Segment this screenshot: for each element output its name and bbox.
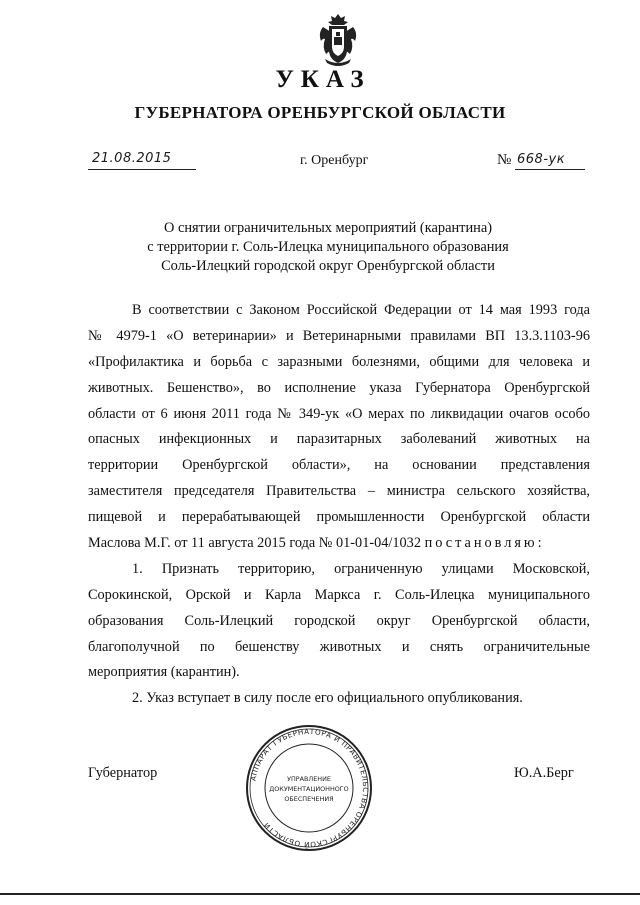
subject-line: Соль-Илецкий городской округ Оренбургской области [161, 258, 495, 274]
body-line: № 4979-1 «О ветеринарии» и Ветеринарными правилами ВП 13.3.1103-96 [88, 327, 590, 344]
signatory-name: Ю.А.Берг [514, 765, 574, 781]
decree-city: г. Оренбург [300, 153, 369, 168]
document-type-title: УКАЗ [275, 66, 371, 93]
body-line-text: Маслова М.Г. от 11 августа 2015 года № 01-01-04/1032 [88, 535, 421, 552]
body-line: благополучной по бешенству животных и снять ограничительные [88, 638, 590, 655]
body-line: В соответствии с Законом Российской Федерации от 14 мая 1993 года [132, 302, 590, 318]
body-line: мероприятия (карантин). [88, 664, 240, 681]
body-line: 1. Признать территорию, ограниченную улицами Московской, [132, 560, 590, 577]
subject-line: с территории г. Соль-Илецка муниципального образования [147, 239, 509, 255]
body-line: заместителя председателя Правительства – министра сельского хозяйства, [88, 483, 590, 500]
official-stamp [244, 723, 374, 853]
body-line: территории Оренбургской области», на основании представления [88, 457, 590, 474]
page-bottom-rule [0, 893, 640, 895]
decree-date: 21.08.2015 [92, 151, 172, 166]
decree-number: 668-ук [517, 152, 566, 167]
body-line: области от 6 июня 2011 года № 349-ук «О мерах по ликвидации очагов особо [88, 405, 590, 422]
stamp-outer-text: АППАРАТ ГУБЕРНАТОРА И ПРАВИТЕЛЬСТВА ОРЕНБУРГСКОЙ ОБЛАСТИ [248, 726, 371, 850]
decree-subject [60, 219, 596, 276]
body-line: Сорокинской, Орской и Карла Маркса г. Соль-Илецка муниципального [88, 586, 590, 603]
subject-line: О снятии ограничительных мероприятий (карантина) [163, 220, 493, 236]
body-line: пищевой и перерабатывающей промышленности Оренбургской области [88, 509, 590, 526]
stamp-inner-line: УПРАВЛЕНИЕ [287, 775, 331, 783]
coat-of-arms-icon [317, 13, 359, 69]
number-label: № [497, 152, 512, 168]
body-line: 2. Указ вступает в силу после его официального опубликования. [132, 690, 523, 707]
resolve-word: постановляю: [424, 535, 545, 552]
date-underline [88, 169, 196, 170]
signatory-title: Губернатор [88, 765, 158, 781]
body-line: «Профилактика и борьба с заразными болезнями, общими для человека и [88, 353, 590, 370]
body-line: животных. Бешенство», во исполнение указа Губернатора Оренбургской [88, 379, 590, 396]
body-line: образования Соль-Илецкий городской округ Оренбургской области, [88, 612, 590, 629]
stamp-inner-line: ДОКУМЕНТАЦИОННОГО [269, 785, 349, 793]
decree-body [88, 298, 590, 712]
issuer-title: ГУБЕРНАТОРА ОРЕНБУРГСКОЙ ОБЛАСТИ [134, 103, 506, 122]
body-line: опасных инфекционных и паразитарных заболеваний животных на [88, 431, 590, 448]
number-underline [515, 169, 585, 170]
stamp-inner-line: ОБЕСПЕЧЕНИЯ [284, 795, 334, 803]
body-line [88, 531, 590, 557]
